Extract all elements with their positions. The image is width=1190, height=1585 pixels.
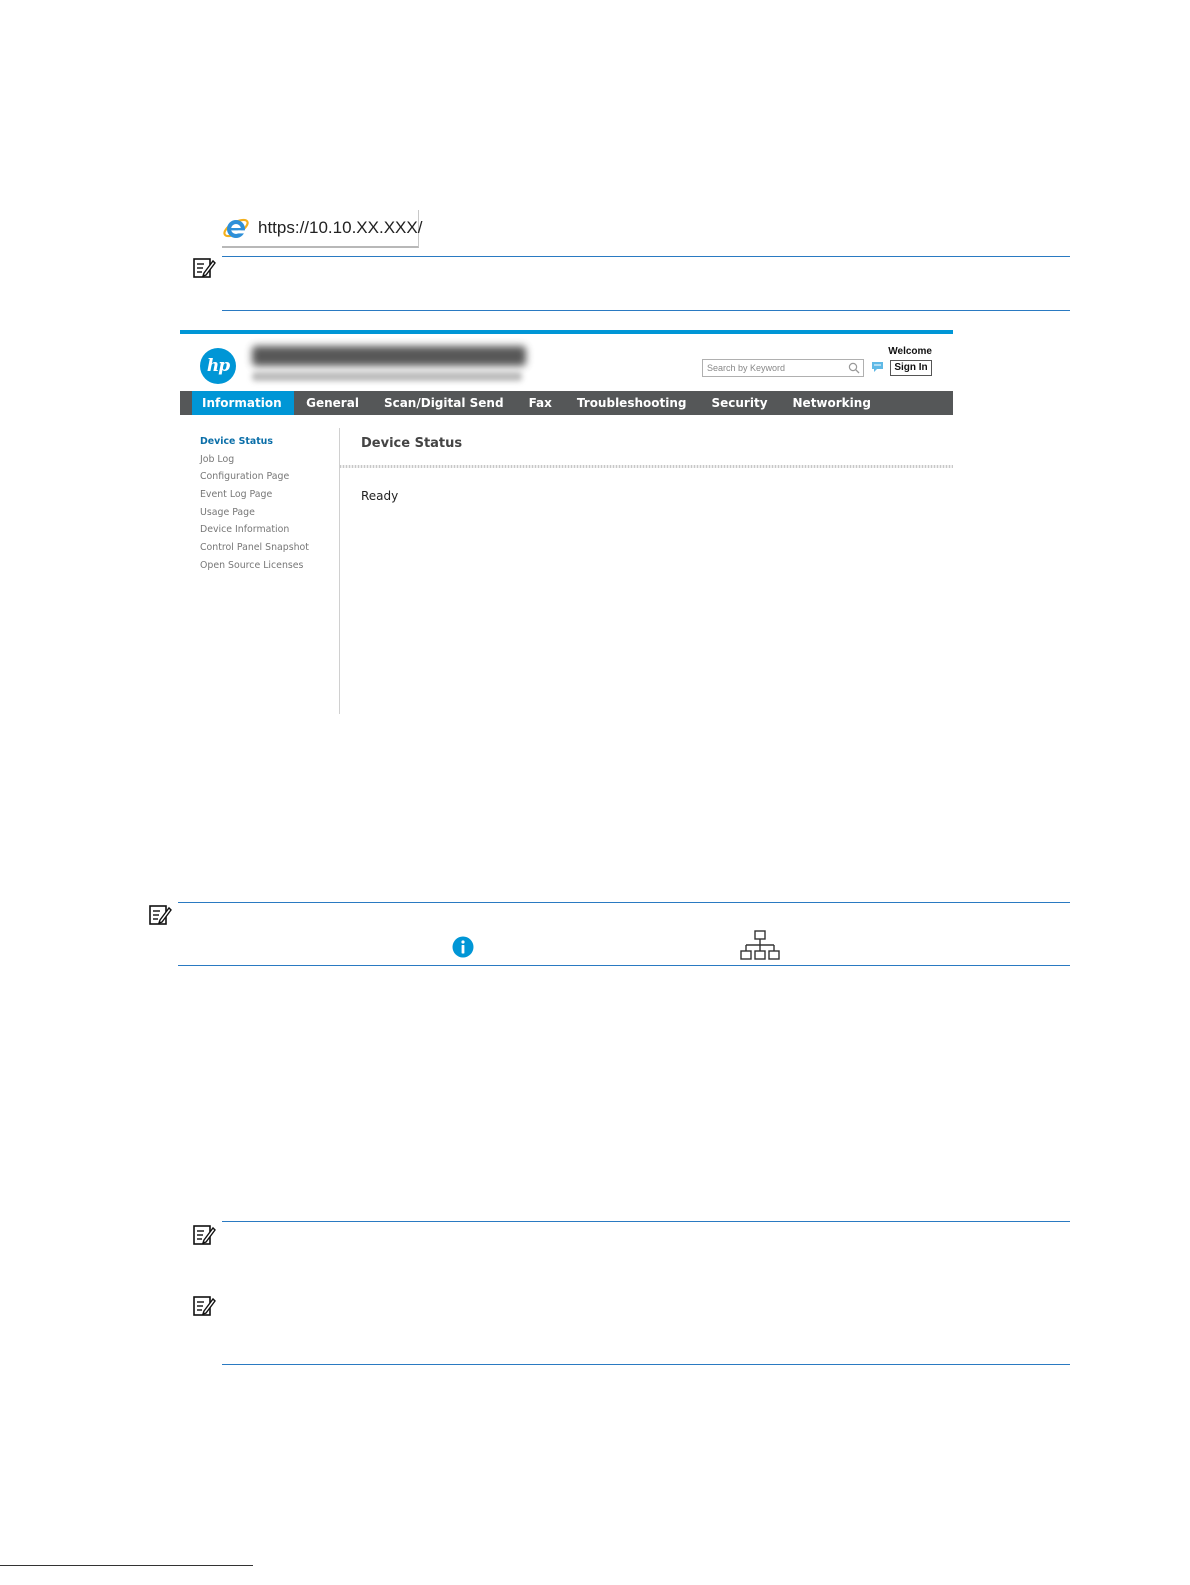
sidebar-item-usage-page[interactable]: Usage Page <box>200 506 255 518</box>
search-box[interactable] <box>702 359 864 377</box>
main-tab-bar <box>180 391 953 415</box>
tab-security[interactable]: Security <box>711 396 768 410</box>
tab-networking[interactable]: Networking <box>792 396 871 410</box>
tab-information[interactable]: Information <box>192 391 294 415</box>
note-top-rule <box>222 1221 1070 1222</box>
page-title: Device Status <box>361 436 463 451</box>
sidebar-item-device-information[interactable]: Device Information <box>200 524 290 536</box>
sign-in-button[interactable]: Sign In <box>890 360 932 376</box>
sidebar-item-job-log[interactable]: Job Log <box>200 453 235 465</box>
note-top-rule <box>222 256 1070 257</box>
tab-fax[interactable]: Fax <box>528 396 552 410</box>
hp-logo[interactable]: hp <box>200 348 236 384</box>
note-icon <box>148 903 172 927</box>
note-top-rule <box>178 902 1070 903</box>
sidebar-item-open-source-licenses[interactable]: Open Source Licenses <box>200 559 304 571</box>
browser-address-bar[interactable] <box>222 210 423 248</box>
footer-rule <box>0 1565 253 1566</box>
note-icon <box>192 256 216 280</box>
info-icon <box>452 936 474 958</box>
sidebar-divider <box>339 428 340 714</box>
url-text: https://10.10.XX.XXX/ <box>258 218 423 237</box>
brand-accent-line <box>180 330 953 334</box>
note-bottom-rule <box>222 1364 1070 1365</box>
search-input[interactable] <box>703 360 847 376</box>
note-bottom-rule <box>222 310 1070 311</box>
tab-troubleshooting[interactable]: Troubleshooting <box>576 396 687 410</box>
note-bottom-rule <box>178 965 1070 966</box>
sidebar-nav <box>200 435 309 577</box>
sidebar-item-event-log-page[interactable]: Event Log Page <box>200 489 273 501</box>
network-icon <box>740 930 780 962</box>
chat-icon[interactable] <box>871 361 884 373</box>
blurred-host-info <box>252 372 522 381</box>
sidebar-item-configuration-page[interactable]: Configuration Page <box>200 471 290 483</box>
welcome-label: Welcome <box>888 346 932 357</box>
title-separator <box>340 465 953 468</box>
tab-scan-digital-send[interactable]: Scan/Digital Send <box>383 396 504 410</box>
sidebar-item-control-panel-snapshot[interactable]: Control Panel Snapshot <box>200 542 309 554</box>
note-icon <box>192 1294 216 1318</box>
sidebar-item-device-status[interactable]: Device Status <box>200 436 273 447</box>
search-icon[interactable] <box>848 362 860 374</box>
note-icon <box>192 1223 216 1247</box>
ews-screenshot <box>180 330 953 714</box>
blurred-product-name <box>252 346 526 366</box>
tab-general[interactable]: General <box>306 396 359 410</box>
ie-browser-icon <box>222 214 250 242</box>
device-status-text: Ready <box>361 489 399 503</box>
